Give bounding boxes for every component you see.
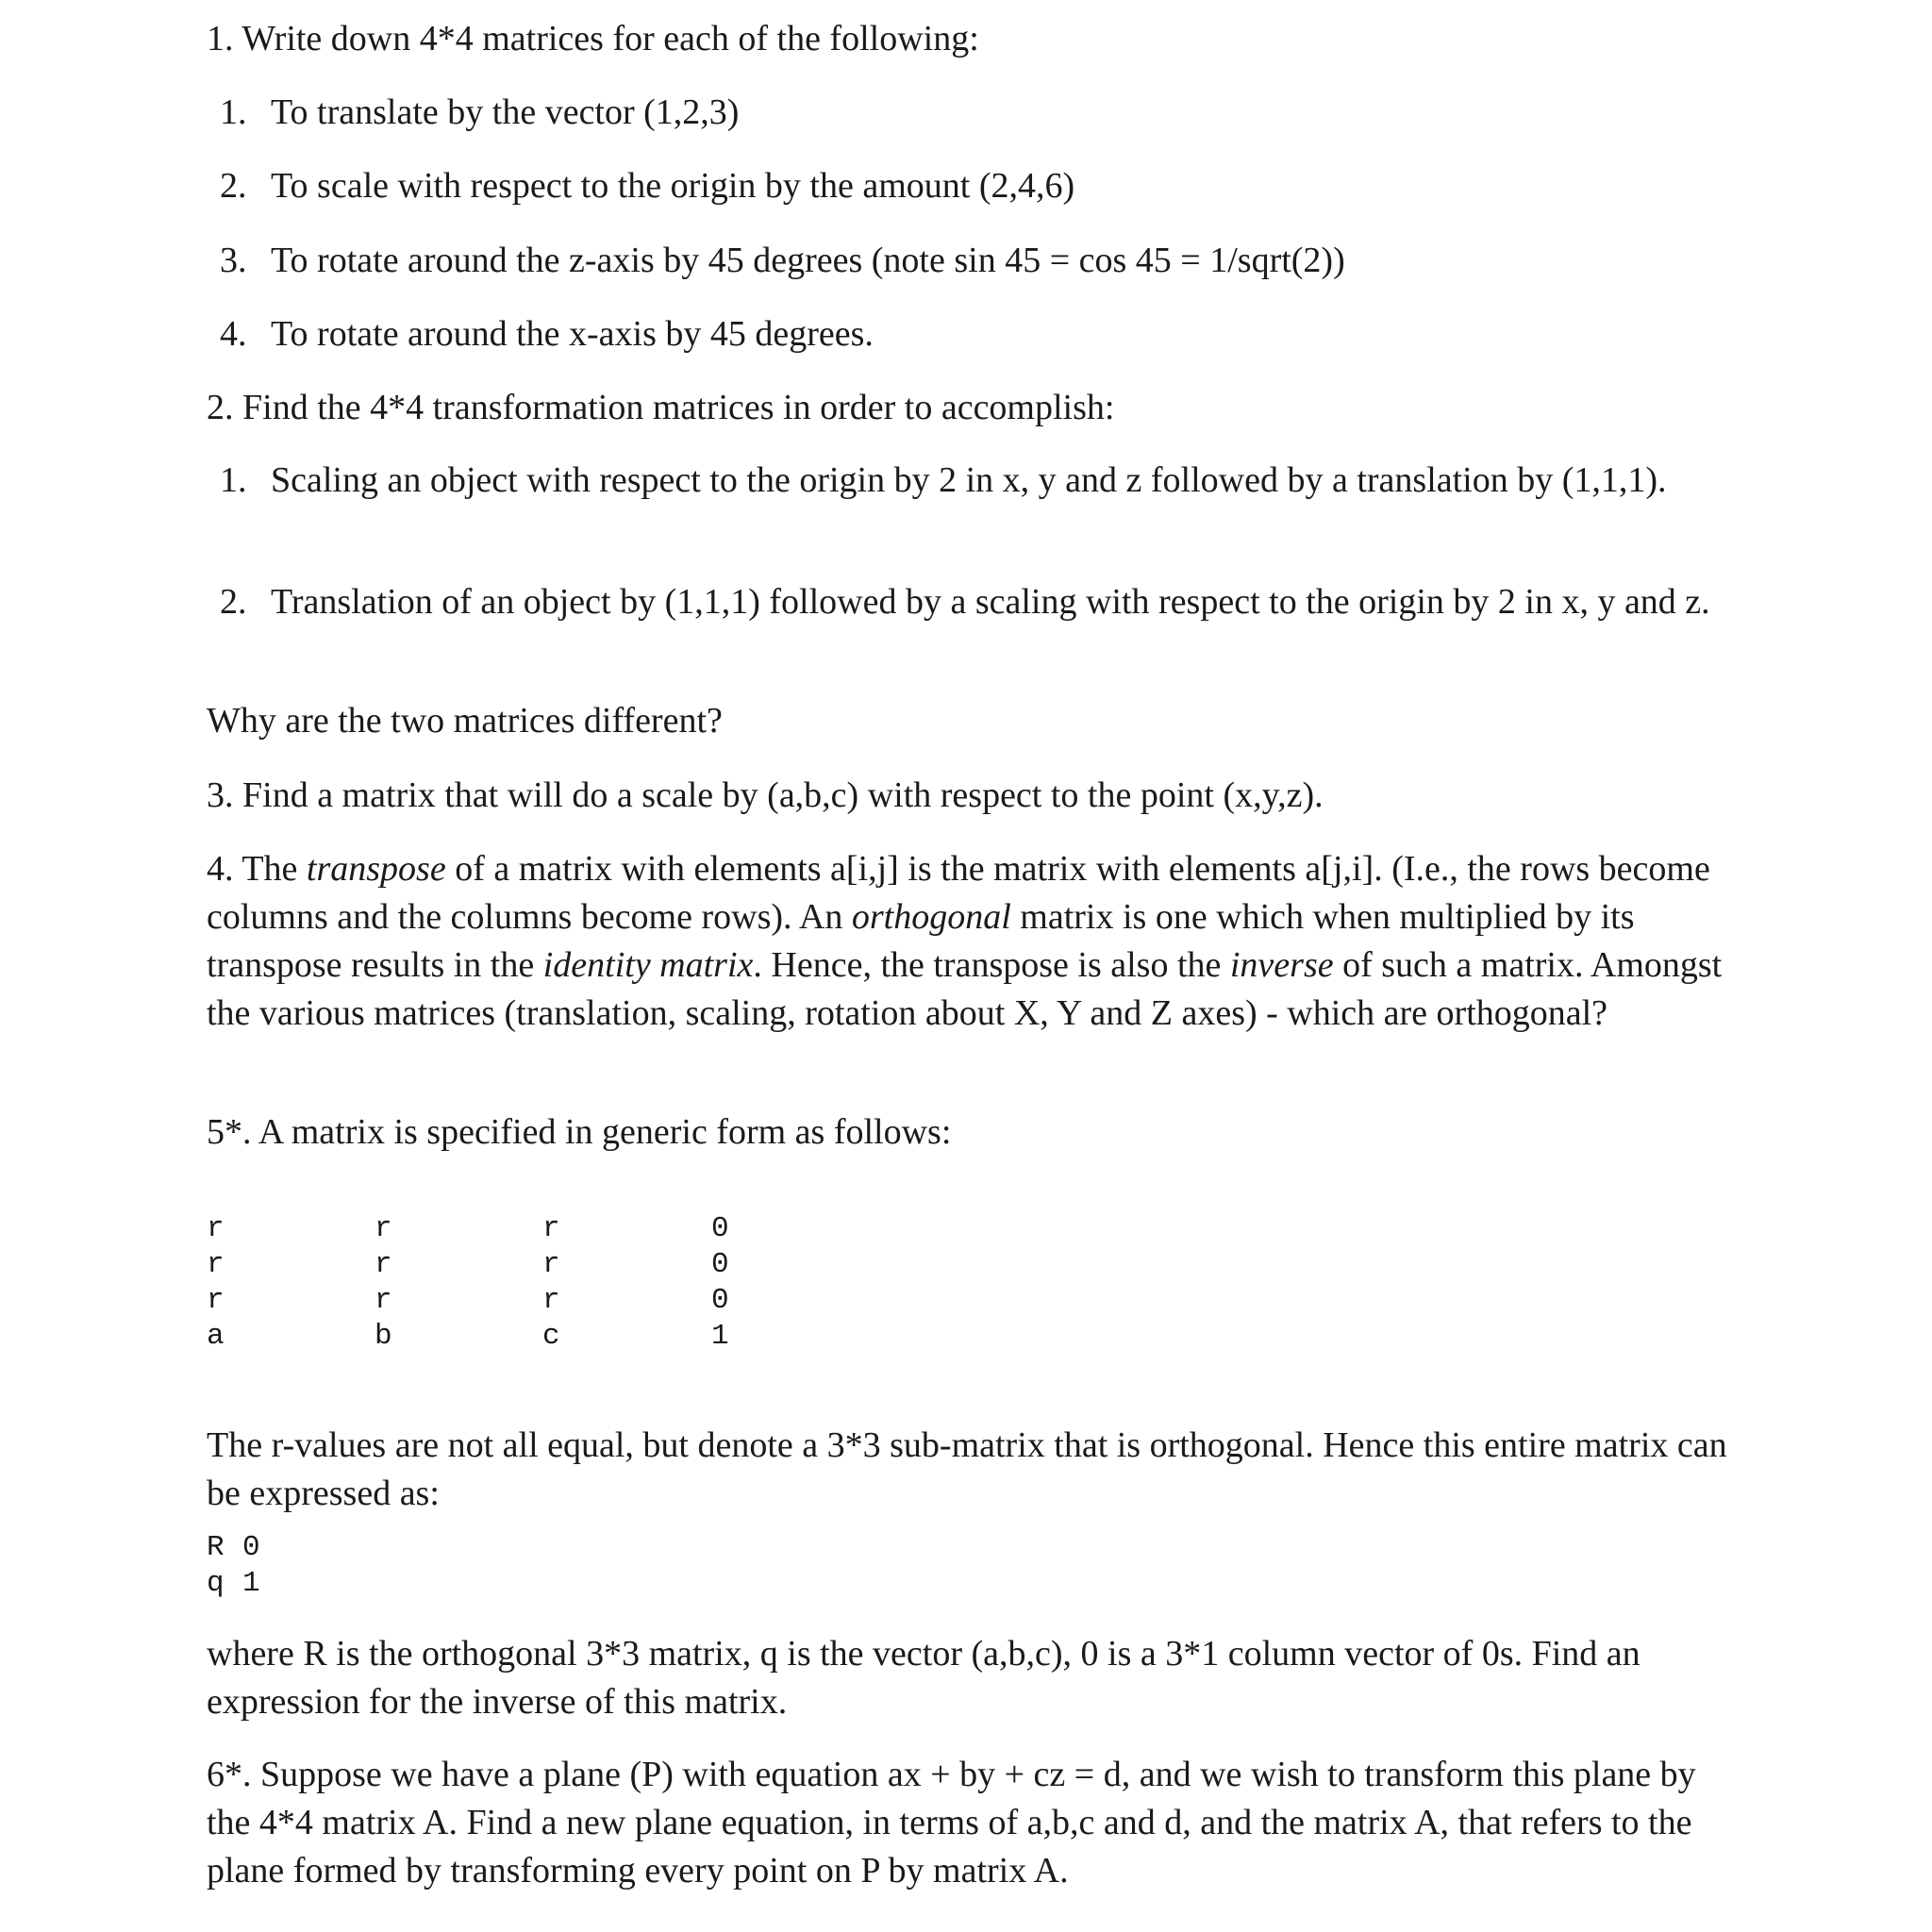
q1-item-2-text: To scale with respect to the origin by the amount (2,4,6) [271, 166, 1075, 206]
matrix-cell: a [207, 1320, 225, 1353]
matrix-cell: 1 [711, 1320, 729, 1353]
block-cell: q [207, 1567, 225, 1600]
q2-item-2-number: 2. [220, 582, 247, 622]
q4-text-5: of such a matrix. Amongst the various matrices (translation, scaling, rotation about X, Y and Z axes) - which are orthogonal? [207, 945, 1723, 1033]
matrix-cell: r [542, 1212, 560, 1245]
matrix-cell: r [207, 1284, 225, 1317]
matrix-cell: r [375, 1212, 392, 1245]
q2-why: Why are the two matrices different? [207, 701, 723, 741]
q4-term-transpose: transpose [306, 849, 446, 889]
q6-text: 6*. Suppose we have a plane (P) with equation ax + by + cz = d, and we wish to transform this plane by the 4*4 matrix A. Find a new plane equation, in terms of a,b,c and d, and the matrix A, that refers to the plane formed by transforming every point on P by matrix A. [207, 1755, 1696, 1890]
matrix-cell: r [207, 1248, 225, 1281]
block-cell: 1 [242, 1567, 260, 1600]
q2-item-1-text: Scaling an object with respect to the origin by 2 in x, y and z followed by a translation by (1,1,1). [271, 460, 1667, 500]
q4-term-identity: identity matrix [542, 945, 754, 985]
matrix-cell: r [542, 1248, 560, 1281]
matrix-cell: r [207, 1212, 225, 1245]
q2-item-1-number: 1. [220, 460, 247, 500]
matrix-cell: r [375, 1248, 392, 1281]
q4-text-3: matrix is one which when multiplied by its transpose results in the [207, 897, 1635, 985]
q3-text: 3. Find a matrix that will do a scale by (a,b,c) with respect to the point (x,y,z). [207, 775, 1324, 815]
matrix-cell: 0 [711, 1248, 729, 1281]
block-cell: 0 [242, 1531, 260, 1564]
matrix-cell: c [542, 1320, 560, 1353]
q2-heading: 2. Find the 4*4 transformation matrices in order to accomplish: [207, 388, 1115, 427]
matrix-cell: 0 [711, 1284, 729, 1317]
q4-term-orthogonal: orthogonal [851, 897, 1011, 937]
block-cell: R [207, 1531, 225, 1564]
q5-where: where R is the orthogonal 3*3 matrix, q is the vector (a,b,c), 0 is a 3*1 column vector of 0s. Find an expression for the inverse of this matrix. [207, 1634, 1641, 1722]
q2-item-2-text: Translation of an object by (1,1,1) followed by a scaling with respect to the origin by 2 in x, y and z. [271, 582, 1710, 622]
q4-text-4: . Hence, the transpose is also the [753, 945, 1230, 985]
q1-heading: 1. Write down 4*4 matrices for each of the following: [207, 19, 979, 58]
q5-note: The r-values are not all equal, but denote a 3*3 sub-matrix that is orthogonal. Hence this entire matrix can be expressed as: [207, 1425, 1727, 1513]
q1-item-4-number: 4. [220, 314, 247, 354]
q4-paragraph [207, 845, 1735, 1038]
q1-item-2-number: 2. [220, 166, 247, 206]
q1-item-3-number: 3. [220, 241, 247, 280]
q1-item-1-number: 1. [220, 92, 247, 132]
q4-text-2: of a matrix with elements a[i,j] is the matrix with elements a[j,i]. (I.e., the rows become columns and the columns become rows). An [207, 849, 1710, 937]
q1-item-4-text: To rotate around the x-axis by 45 degrees. [271, 314, 874, 354]
matrix-cell: b [375, 1320, 392, 1353]
matrix-cell: 0 [711, 1212, 729, 1245]
q1-item-1-text: To translate by the vector (1,2,3) [271, 92, 740, 132]
matrix-cell: r [542, 1284, 560, 1317]
q4-term-inverse: inverse [1229, 945, 1334, 985]
q1-item-3-text: To rotate around the z-axis by 45 degrees (note sin 45 = cos 45 = 1/sqrt(2)) [271, 241, 1345, 280]
q5-heading: 5*. A matrix is specified in generic form as follows: [207, 1112, 952, 1152]
matrix-cell: r [375, 1284, 392, 1317]
q4-text-1: 4. The [207, 849, 307, 889]
